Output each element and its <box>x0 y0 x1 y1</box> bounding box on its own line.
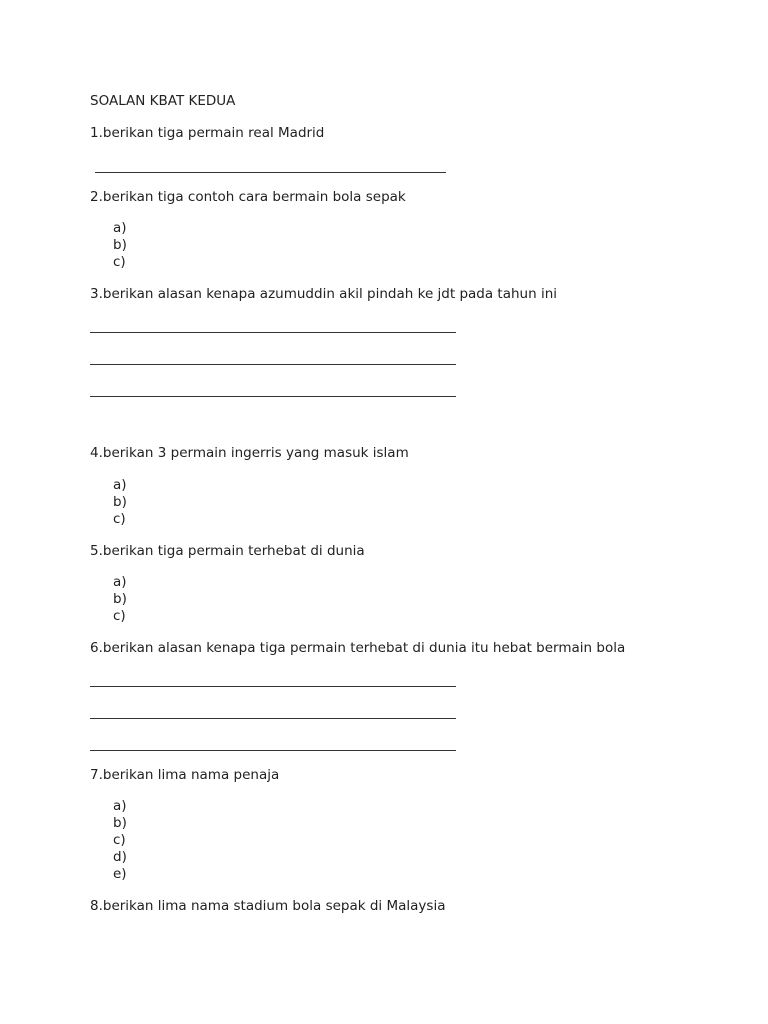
answer-line <box>90 396 456 397</box>
question-5: 5.berikan tiga permain terhebat di dunia <box>90 543 365 559</box>
answer-option: c) <box>113 832 126 848</box>
answer-option: c) <box>113 254 126 270</box>
question-4: 4.berikan 3 permain ingerris yang masuk islam <box>90 445 409 461</box>
answer-option: b) <box>113 591 127 607</box>
answer-line <box>95 172 446 173</box>
answer-option: a) <box>113 574 127 590</box>
answer-line <box>90 750 456 751</box>
answer-line <box>90 332 456 333</box>
answer-option: d) <box>113 849 127 865</box>
answer-option: a) <box>113 477 127 493</box>
document-title: SOALAN KBAT KEDUA <box>90 93 236 109</box>
answer-option: b) <box>113 494 127 510</box>
answer-option: a) <box>113 798 127 814</box>
answer-option: b) <box>113 237 127 253</box>
question-2: 2.berikan tiga contoh cara bermain bola sepak <box>90 189 406 205</box>
answer-option: b) <box>113 815 127 831</box>
question-6: 6.berikan alasan kenapa tiga permain terhebat di dunia itu hebat bermain bola <box>90 640 626 656</box>
question-3: 3.berikan alasan kenapa azumuddin akil pindah ke jdt pada tahun ini <box>90 286 558 302</box>
answer-option: a) <box>113 220 127 236</box>
answer-line <box>90 686 456 687</box>
question-8: 8.berikan lima nama stadium bola sepak di Malaysia <box>90 898 446 914</box>
answer-option: e) <box>113 866 127 882</box>
answer-line <box>90 364 456 365</box>
question-1: 1.berikan tiga permain real Madrid <box>90 125 325 141</box>
question-7: 7.berikan lima nama penaja <box>90 767 280 783</box>
answer-line <box>90 718 456 719</box>
answer-option: c) <box>113 608 126 624</box>
answer-option: c) <box>113 511 126 527</box>
